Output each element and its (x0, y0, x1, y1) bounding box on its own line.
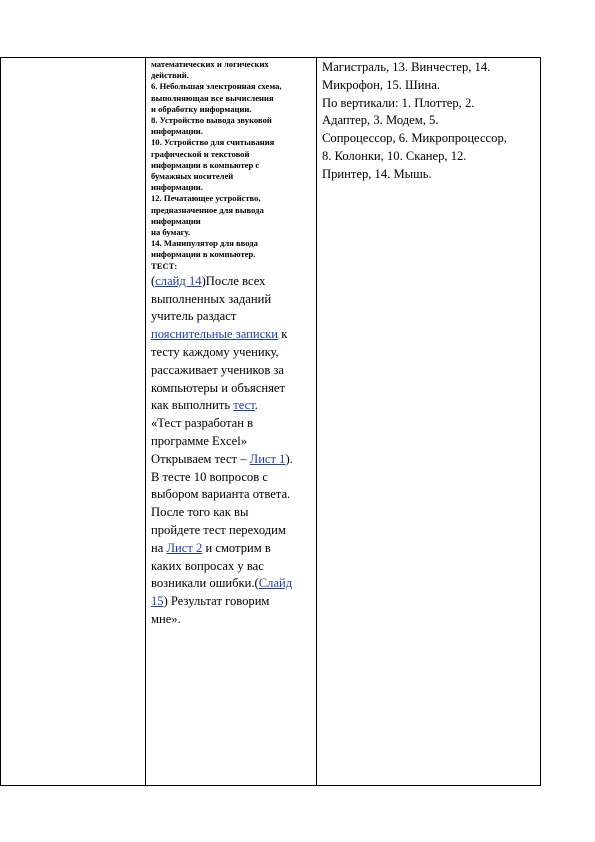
question-line: информации в компьютер с (151, 159, 260, 170)
sheet-1-link[interactable]: Лист 1 (249, 451, 286, 466)
question-line: на бумагу. (151, 227, 191, 238)
question-line: выполняющая все вычисления (151, 92, 274, 103)
answer-line: Принтер, 14. Мышь. (322, 166, 432, 181)
text-line: В тесте 10 вопросов с (151, 469, 268, 484)
text-span: ) Результат говорим (163, 594, 270, 609)
text-line (151, 397, 312, 415)
question-line: предназначенное для вывода (151, 204, 264, 215)
test-instructions (146, 272, 316, 629)
question-line: информации. (151, 182, 203, 193)
question-line: 8. Устройство вывода звуковой (151, 115, 272, 126)
text-line: «Тест разработан в (151, 416, 254, 431)
text-span: возникали ошибки.( (151, 576, 259, 591)
text-line (151, 575, 312, 593)
slide-14-link[interactable]: слайд 14 (155, 273, 202, 288)
text-line: мне». (151, 612, 181, 626)
question-line: 6. Небольшая электронная схема, (151, 81, 282, 92)
text-line (151, 593, 312, 611)
explanatory-notes-link[interactable]: пояснительные записки (151, 327, 279, 342)
text-span: . (254, 398, 258, 413)
text-line: пройдете тест переходим (151, 523, 286, 538)
text-span: ). (285, 451, 293, 466)
text-span: )После всех (201, 273, 266, 288)
question-line: 12. Печатающее устройство, (151, 193, 261, 204)
task-cell (146, 58, 317, 786)
text-span: Открываем тест – (151, 451, 250, 466)
test-heading: ТЕСТ: (151, 260, 178, 271)
text-span: и смотрим в (202, 540, 271, 555)
text-line: программе Excel» (151, 434, 248, 449)
text-line: выбором варианта ответа. (151, 487, 291, 502)
question-line: информации (151, 215, 201, 226)
text-line (151, 326, 312, 344)
text-line (151, 451, 312, 469)
answer-line: По вертикали: 1. Плоттер, 2. (322, 95, 475, 110)
question-line: бумажных носителей (151, 171, 234, 182)
crossword-answers (317, 58, 540, 184)
answer-line: Адаптер, 3. Модем, 5. (322, 113, 439, 128)
question-line: математических и логических (151, 59, 269, 69)
paren: ( (151, 273, 156, 288)
text-line (151, 273, 312, 291)
lesson-table (0, 57, 541, 786)
question-line: графической и текстовой (151, 148, 250, 159)
question-line: и обработку информации. (151, 103, 252, 114)
answers-cell (317, 58, 541, 786)
text-span: к (278, 327, 288, 342)
text-span: на (151, 540, 167, 555)
slide-15-link-cont[interactable]: 15 (151, 594, 164, 609)
text-line: компьютеры и объясняет (151, 380, 286, 395)
text-line: учитель раздаст (151, 309, 237, 324)
empty-cell (1, 58, 146, 786)
text-span: как выполнить (151, 398, 234, 413)
test-link[interactable]: тест (233, 398, 255, 413)
question-line: 14. Манипулятор для ввода (151, 238, 258, 249)
slide-15-link[interactable]: Слайд (258, 576, 293, 591)
text-line: каких вопросах у вас (151, 558, 264, 573)
text-line: После того как вы (151, 505, 249, 520)
answer-line: Сопроцессор, 6. Микропроцессор, (322, 131, 507, 146)
question-line: информации в компьютер. (151, 249, 256, 260)
text-line: рассаживает учеников за (151, 362, 284, 377)
question-line: информации. (151, 126, 203, 137)
crossword-questions (146, 58, 316, 272)
sheet-2-link[interactable]: Лист 2 (166, 540, 203, 555)
text-line: тесту каждому ученику, (151, 345, 279, 360)
question-line: действий. (151, 70, 189, 81)
answer-line: Микрофон, 15. Шина. (322, 77, 440, 92)
table-row (1, 58, 541, 786)
answer-line: 8. Колонки, 10. Сканер, 12. (322, 148, 467, 163)
text-line (151, 540, 312, 558)
answer-line: Магистраль, 13. Винчестер, 14. (322, 60, 491, 74)
text-line: выполненных заданий (151, 291, 272, 306)
question-line: 10. Устройство для считывания (151, 137, 275, 148)
